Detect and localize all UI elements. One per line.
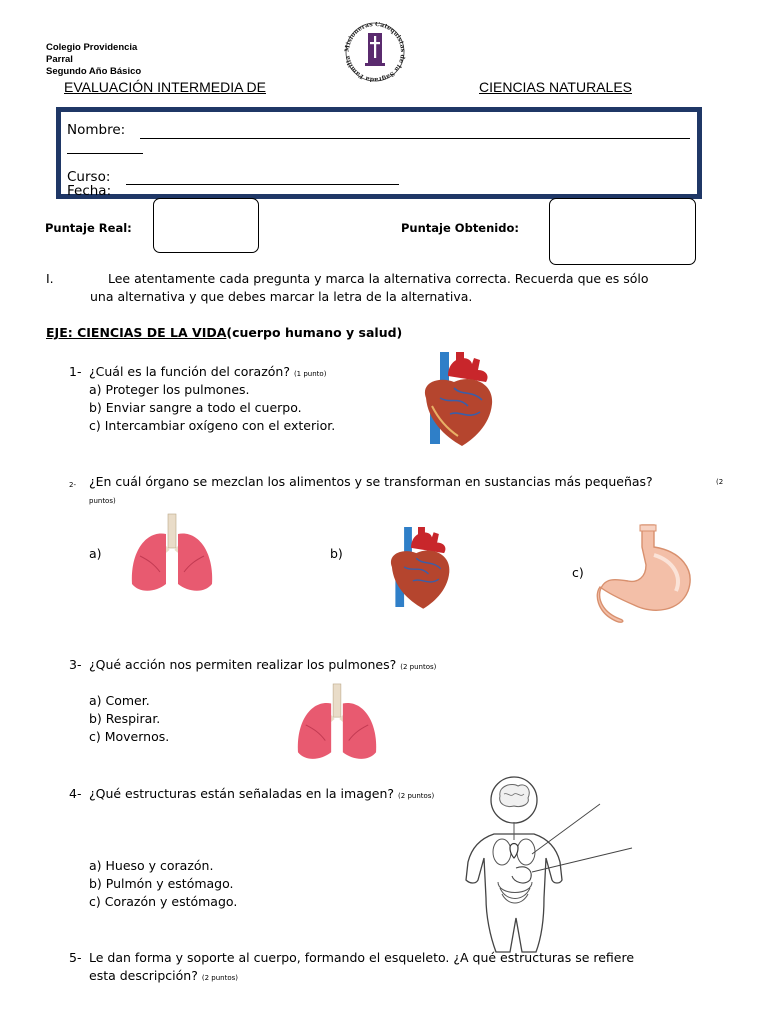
q1-option-b[interactable]: b) Enviar sangre a todo el cuerpo. bbox=[89, 400, 302, 415]
q4-text bbox=[89, 785, 434, 805]
school-info bbox=[46, 42, 141, 78]
name-line-1[interactable] bbox=[140, 138, 690, 139]
q5-line-1: Le dan forma y soporte al cuerpo, formando el esqueleto. ¿A qué estructuras se refiere bbox=[89, 950, 635, 965]
lungs-image-a bbox=[126, 512, 218, 594]
body-organs-image bbox=[462, 776, 638, 956]
q4-number: 4- bbox=[69, 786, 82, 801]
student-info-box bbox=[56, 107, 702, 199]
course-label: Curso: bbox=[67, 169, 111, 185]
axis-heading bbox=[46, 325, 402, 340]
q2-points: (2 bbox=[716, 478, 724, 486]
q4-question: ¿Qué estructuras están señaladas en la imagen? bbox=[89, 786, 395, 801]
q1-points: (1 punto) bbox=[293, 370, 327, 378]
q1-number: 1- bbox=[69, 364, 82, 379]
school-city: Parral bbox=[46, 54, 73, 65]
instructions-number: I. bbox=[46, 271, 54, 286]
q5-question: esta descripción? bbox=[89, 968, 198, 983]
exam-title-right: CIENCIAS NATURALES bbox=[479, 79, 632, 95]
real-score-box[interactable] bbox=[153, 198, 259, 253]
q2-question: ¿En cuál órgano se mezclan los alimentos y se transforman en sustancias más pequeñas? bbox=[89, 474, 653, 489]
q4-option-c[interactable]: c) Corazón y estómago. bbox=[89, 894, 238, 909]
stomach-image bbox=[584, 521, 698, 627]
exam-title-left: EVALUACIÓN INTERMEDIA DE bbox=[64, 79, 267, 95]
q5-points: (2 puntos) bbox=[201, 974, 238, 982]
q3-points: (2 puntos) bbox=[400, 663, 437, 671]
name-line-2[interactable] bbox=[67, 153, 143, 154]
course-line[interactable] bbox=[126, 184, 399, 185]
q3-option-a[interactable]: a) Comer. bbox=[89, 693, 150, 708]
q3-option-b[interactable]: b) Respirar. bbox=[89, 711, 161, 726]
heart-image bbox=[410, 348, 502, 448]
q1-question: ¿Cuál es la función del corazón? bbox=[89, 364, 290, 379]
q5-line-2 bbox=[89, 967, 238, 987]
axis-label: EJE: CIENCIAS DE LA VIDA bbox=[46, 325, 227, 340]
q2-option-b[interactable]: b) bbox=[330, 546, 343, 561]
q4-option-b[interactable]: b) Pulmón y estómago. bbox=[89, 876, 234, 891]
seal-text: Misioneras Catequistas de la Sagrada Familia bbox=[343, 22, 407, 82]
instructions-line-1: Lee atentamente cada pregunta y marca la alternativa correcta. Recuerda que es sólo bbox=[108, 271, 649, 286]
q3-option-c[interactable]: c) Movernos. bbox=[89, 729, 170, 744]
q3-question: ¿Qué acción nos permiten realizar los pulmones? bbox=[89, 657, 397, 672]
instructions-line-2: una alternativa y que debes marcar la letra de la alternativa. bbox=[90, 289, 473, 304]
q5-number: 5- bbox=[69, 950, 82, 965]
q2-number: 2- bbox=[69, 481, 76, 489]
q1-option-c[interactable]: c) Intercambiar oxígeno con el exterior. bbox=[89, 418, 336, 433]
q2-option-a[interactable]: a) bbox=[89, 546, 102, 561]
q1-text bbox=[89, 363, 326, 383]
q3-number: 3- bbox=[69, 657, 82, 672]
axis-sub: (cuerpo humano y salud) bbox=[226, 325, 403, 340]
heart-image-b bbox=[378, 523, 458, 611]
lungs-image-q3 bbox=[290, 682, 384, 762]
name-label: Nombre: bbox=[67, 122, 126, 138]
school-seal-logo bbox=[337, 22, 413, 82]
q4-option-a[interactable]: a) Hueso y corazón. bbox=[89, 858, 214, 873]
school-grade: Segundo Año Básico bbox=[46, 66, 142, 77]
q4-points: (2 puntos) bbox=[398, 792, 435, 800]
q1-option-a[interactable]: a) Proteger los pulmones. bbox=[89, 382, 250, 397]
q2-points-cont: puntos) bbox=[89, 497, 116, 505]
date-label: Fecha: bbox=[67, 183, 112, 199]
q3-text bbox=[89, 656, 436, 676]
school-name: Colegio Providencia bbox=[46, 42, 138, 53]
real-score-label: Puntaje Real: bbox=[45, 221, 132, 235]
obtained-score-label: Puntaje Obtenido: bbox=[401, 221, 519, 235]
obtained-score-box[interactable] bbox=[549, 198, 696, 265]
q2-option-c[interactable]: c) bbox=[572, 565, 584, 580]
